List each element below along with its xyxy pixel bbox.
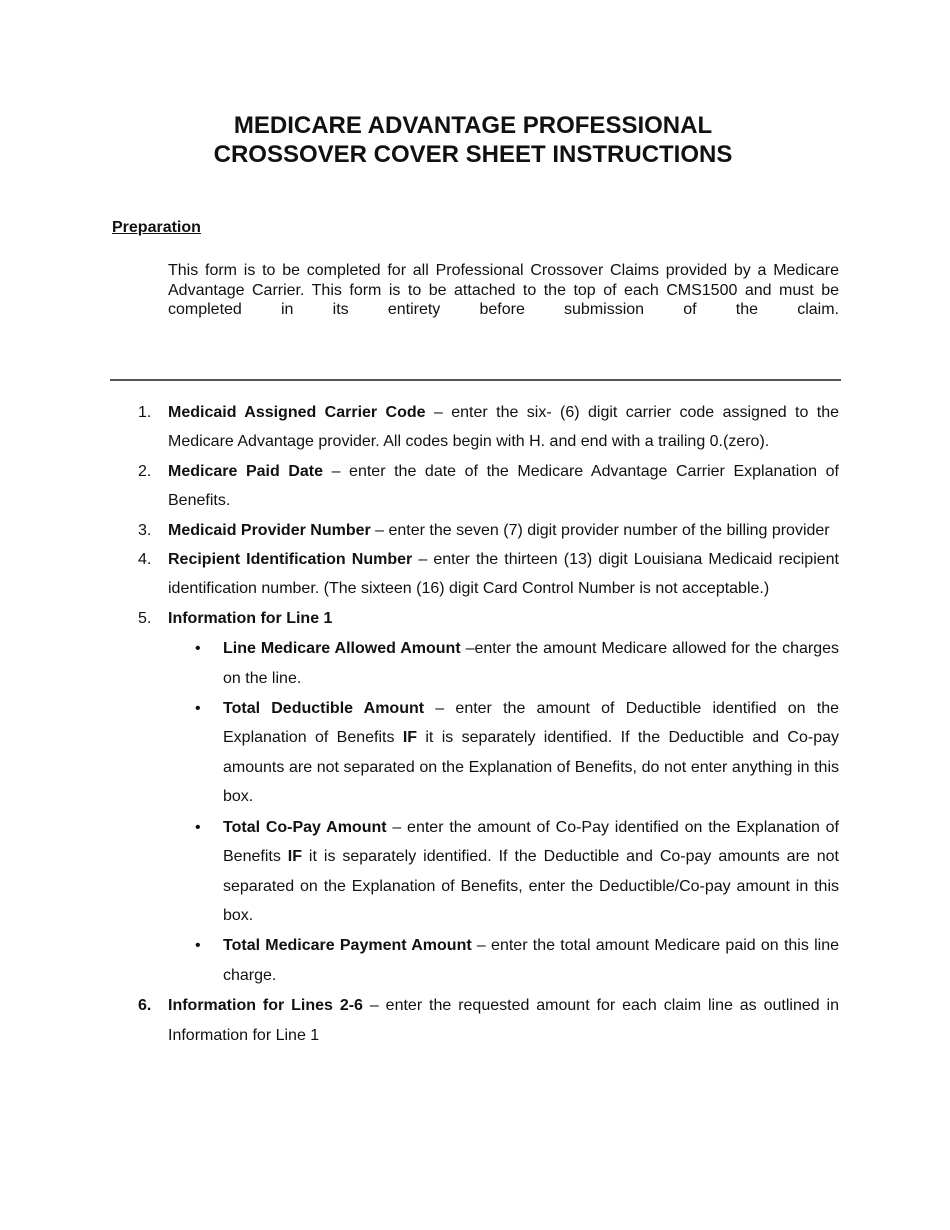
item-term: Recipient Identification Number bbox=[168, 551, 413, 569]
bullet-if-emphasis: IF bbox=[402, 729, 418, 747]
bullet-body bbox=[223, 694, 839, 812]
item-term: Information for Lines 2-6 bbox=[168, 997, 363, 1015]
bullet-item bbox=[195, 634, 839, 693]
item-text: – enter the requested amount for each claim line as outlined in Information for Line 1 bbox=[168, 997, 839, 1044]
line-1-bullet-list bbox=[138, 634, 839, 990]
bullet-item bbox=[195, 931, 839, 990]
item-number: 6. bbox=[138, 997, 152, 1015]
item-body bbox=[168, 457, 839, 516]
preparation-text: This form is to be completed for all Professional Crossover Claims provided by a Medicare Advantage Carrier. This form is to be attached to the top of each CMS1500 and must be completed in its entirety before submission of the claim. bbox=[168, 262, 839, 318]
bullet-term: Total Co-Pay Amount bbox=[223, 818, 387, 836]
list-item bbox=[138, 516, 839, 545]
item-term: Medicare Paid Date bbox=[168, 462, 323, 480]
section-divider bbox=[110, 379, 841, 381]
instruction-list bbox=[138, 398, 839, 1050]
bullet-if-emphasis: IF bbox=[287, 848, 302, 866]
list-item bbox=[138, 457, 839, 516]
item-text: – enter the six- (6) digit carrier code assigned to the Medicare Advantage provider. All codes begin with H. and end with a trailing 0.(zero). bbox=[168, 404, 839, 451]
list-item bbox=[138, 604, 839, 633]
item-number: 2. bbox=[138, 462, 152, 480]
item-term: Medicaid Provider Number bbox=[168, 521, 371, 539]
bullet-text: – enter the amount of Co-Pay identified on the Explanation of Benefits bbox=[223, 818, 839, 866]
bullet-text: it is separately identified. If the Deductible and Co-pay amounts are not separated on the Explanation of Benefits, enter the Deductible/Co-pay amount in this box. bbox=[223, 848, 839, 924]
item-text: – enter the seven (7) digit provider number of the billing provider bbox=[370, 521, 830, 539]
bullet-text: –enter the amount Medicare allowed for the charges on the line. bbox=[223, 640, 840, 687]
item-body bbox=[168, 516, 839, 545]
item-number: 4. bbox=[138, 551, 152, 569]
item-text: – enter the date of the Medicare Advantage Carrier Explanation of Benefits. bbox=[168, 462, 839, 510]
bullet-text: – enter the total amount Medicare paid on this line charge. bbox=[223, 937, 840, 984]
item-term: Information for Line 1 bbox=[168, 609, 333, 627]
bullet-icon: • bbox=[195, 937, 201, 955]
item-body bbox=[168, 604, 839, 633]
bullet-item bbox=[195, 694, 839, 812]
item-body bbox=[168, 398, 839, 457]
list-item bbox=[138, 991, 839, 1050]
item-number: 3. bbox=[138, 521, 152, 539]
bullet-text: – enter the amount of Deductible identified on the Explanation of Benefits bbox=[223, 700, 840, 747]
bullet-body bbox=[223, 813, 839, 931]
bullet-body bbox=[223, 634, 839, 693]
item-text: – enter the thirteen (13) digit Louisiana Medicaid recipient identification number. (The sixteen (16) digit Card Control Number is not acceptable.) bbox=[168, 551, 840, 598]
document-title bbox=[0, 111, 946, 169]
bullet-term: Total Medicare Payment Amount bbox=[223, 937, 472, 955]
bullet-term: Total Deductible Amount bbox=[223, 700, 425, 718]
bullet-term: Line Medicare Allowed Amount bbox=[223, 640, 461, 658]
item-term: Medicaid Assigned Carrier Code bbox=[168, 404, 426, 421]
list-item bbox=[138, 545, 839, 604]
bullet-icon: • bbox=[195, 640, 201, 658]
item-number: 5. bbox=[138, 609, 152, 627]
item-number: 1. bbox=[138, 404, 152, 421]
bullet-icon: • bbox=[195, 700, 201, 718]
item-body bbox=[168, 991, 839, 1050]
bullet-icon: • bbox=[195, 818, 201, 836]
list-item bbox=[138, 398, 839, 457]
preparation-heading: Preparation bbox=[112, 219, 201, 236]
item-body bbox=[168, 545, 839, 604]
bullet-item bbox=[195, 813, 839, 931]
title-line-2: CROSSOVER COVER SHEET INSTRUCTIONS bbox=[213, 141, 733, 168]
title-line-1: MEDICARE ADVANTAGE PROFESSIONAL bbox=[233, 112, 713, 139]
bullet-text: it is separately identified. If the Deductible and Co-pay amounts are not separated on the Explanation of Benefits, do not enter anything in this box. bbox=[223, 729, 839, 806]
bullet-body bbox=[223, 931, 839, 990]
